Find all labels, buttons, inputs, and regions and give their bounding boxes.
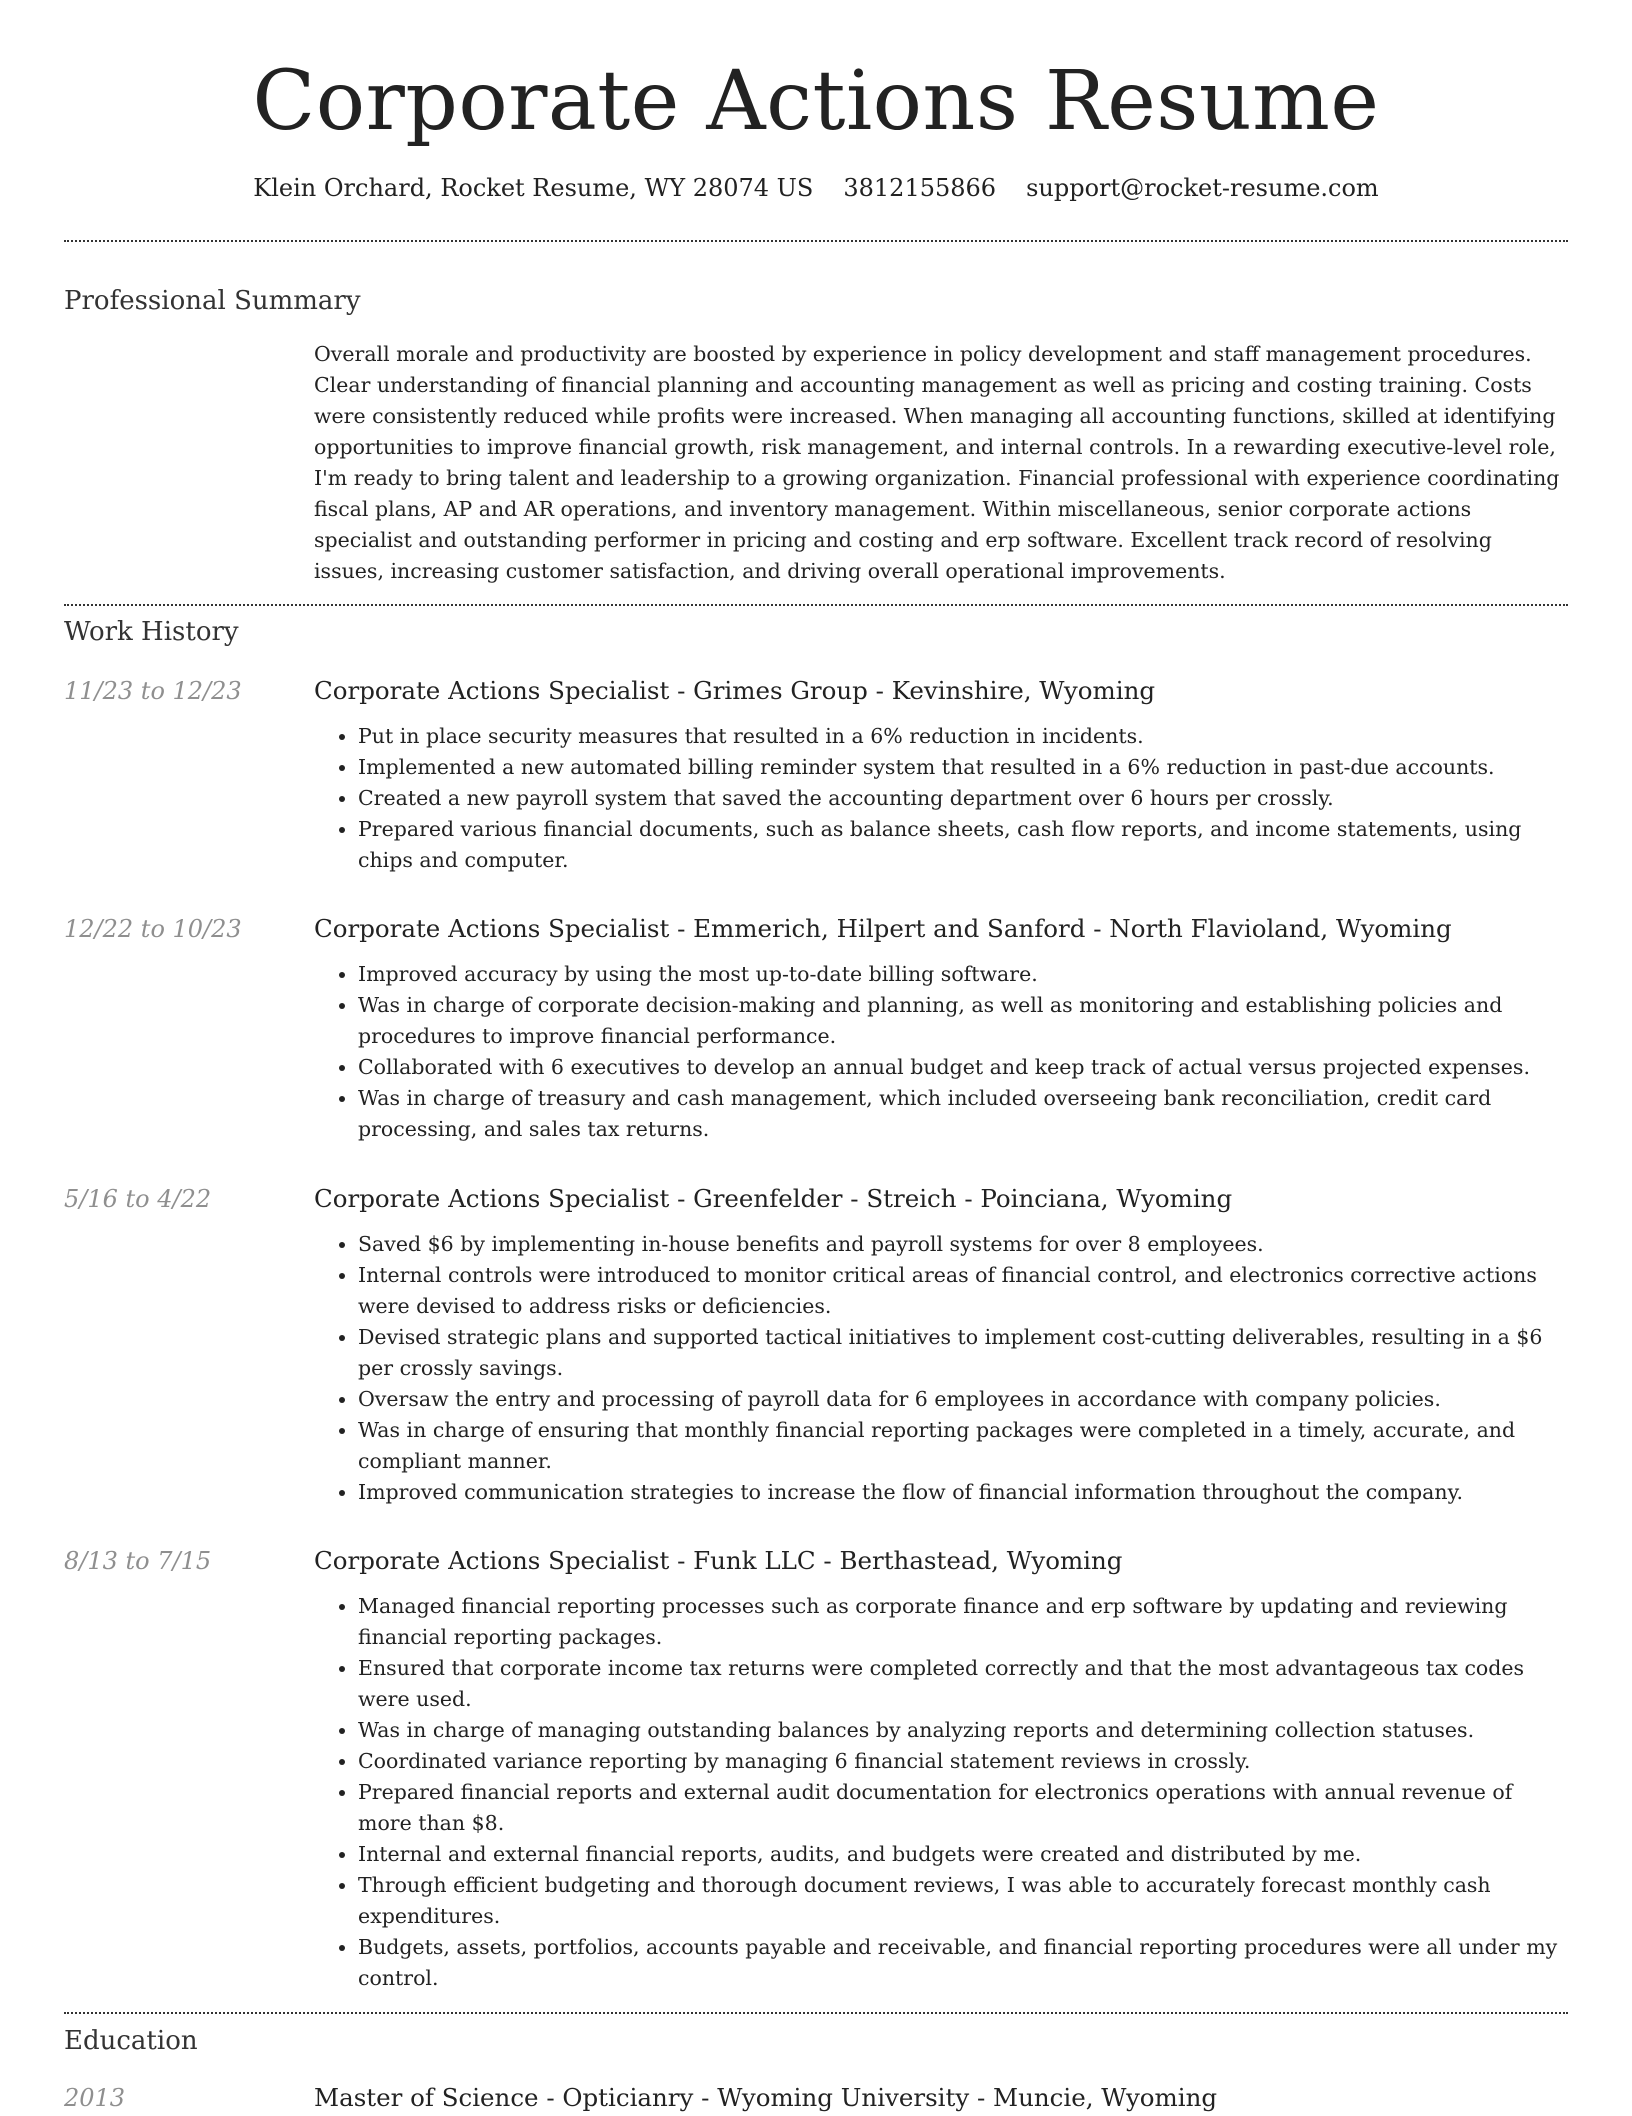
- list-item: • Budgets, assets, portfolios, accounts payable and receivable, and financial reporting procedures were all under my control.: [358, 1932, 1568, 1994]
- resume-title: Corporate Actions Resume: [252, 54, 1380, 149]
- divider: [64, 240, 1568, 242]
- job-title: Corporate Actions Specialist - Funk LLC - Berthastead, Wyoming: [314, 1546, 1123, 1575]
- list-item: • Was in charge of treasury and cash management, which included overseeing bank reconciliation, credit card processing, and sales tax returns.: [358, 1083, 1568, 1145]
- list-item: • Created a new payroll system that saved the accounting department over 6 hours per crossly.: [358, 783, 1568, 814]
- job-title: Corporate Actions Specialist - Grimes Group - Kevinshire, Wyoming: [314, 676, 1156, 705]
- list-item: • Was in charge of ensuring that monthly financial reporting packages were completed in a timely, accurate, and compliant manner.: [358, 1415, 1568, 1477]
- list-item: • Through efficient budgeting and thorough document reviews, I was able to accurately forecast monthly cash expenditures.: [358, 1870, 1568, 1932]
- list-item: • Prepared various financial documents, such as balance sheets, cash flow reports, and income statements, using chips and computer.: [358, 814, 1568, 876]
- job-bullets: [314, 1229, 1568, 1508]
- summary-text: Overall morale and productivity are boosted by experience in policy development and staff management procedures. Clear understanding of financial planning and accounting management as well as pricing and costing training. Costs were consistently reduced while profits were increased. When managing all accounting functions, skilled at identifying opportunities to improve financial growth, risk management, and internal controls. In a rewarding executive-level role, I'm ready to bring talent and leadership to a growing organization. Financial professional with experience coordinating fiscal plans, AP and AR operations, and inventory management. Within miscellaneous, senior corporate actions specialist and outstanding performer in pricing and costing and erp software. Excellent track record of resolving issues, increasing customer satisfaction, and driving overall operational improvements.: [314, 342, 1560, 583]
- job-date: 12/22 to 10/23: [64, 915, 242, 943]
- contact-address: Klein Orchard, Rocket Resume, WY 28074 US: [253, 174, 814, 202]
- contact-line: [0, 170, 1632, 206]
- job-date: 11/23 to 12/23: [64, 677, 242, 705]
- education-title: Master of Science - Opticianry - Wyoming University - Muncie, Wyoming: [314, 2083, 1218, 2112]
- list-item: • Managed financial reporting processes such as corporate finance and erp software by updating and reviewing financial reporting packages.: [358, 1591, 1568, 1653]
- list-item: • Internal and external financial reports, audits, and budgets were created and distributed by me.: [358, 1839, 1568, 1870]
- job-title: Corporate Actions Specialist - Emmerich, Hilpert and Sanford - North Flavioland, Wyoming: [314, 914, 1452, 943]
- list-item: • Improved communication strategies to increase the flow of financial information throughout the company.: [358, 1477, 1568, 1508]
- divider: [64, 604, 1568, 606]
- list-item: • Coordinated variance reporting by managing 6 financial statement reviews in crossly.: [358, 1746, 1568, 1777]
- list-item: • Collaborated with 6 executives to develop an annual budget and keep track of actual versus projected expenses.: [358, 1052, 1568, 1083]
- list-item: • Was in charge of managing outstanding balances by analyzing reports and determining collection statuses.: [358, 1715, 1568, 1746]
- list-item: • Prepared financial reports and external audit documentation for electronics operations with annual revenue of more than $8.: [358, 1777, 1568, 1839]
- summary-heading: Professional Summary: [64, 286, 361, 316]
- job-bullets: [314, 959, 1568, 1145]
- divider: [64, 2012, 1568, 2014]
- education-heading: Education: [64, 2026, 198, 2056]
- list-item: • Was in charge of corporate decision-making and planning, as well as monitoring and establishing policies and procedures to improve financial performance.: [358, 990, 1568, 1052]
- list-item: • Put in place security measures that resulted in a 6% reduction in incidents.: [358, 721, 1568, 752]
- job-date: 5/16 to 4/22: [64, 1185, 212, 1213]
- contact-phone: 3812155866: [843, 174, 997, 202]
- list-item: • Implemented a new automated billing reminder system that resulted in a 6% reduction in past-due accounts.: [358, 752, 1568, 783]
- list-item: • Oversaw the entry and processing of payroll data for 6 employees in accordance with company policies.: [358, 1384, 1568, 1415]
- job-title: Corporate Actions Specialist - Greenfelder - Streich - Poinciana, Wyoming: [314, 1184, 1233, 1213]
- list-item: • Ensured that corporate income tax returns were completed correctly and that the most advantageous tax codes were used.: [358, 1653, 1568, 1715]
- list-item: • Devised strategic plans and supported tactical initiatives to implement cost-cutting deliverables, resulting in a $6 per crossly savings.: [358, 1322, 1568, 1384]
- job-date: 8/13 to 7/15: [64, 1547, 212, 1575]
- list-item: • Internal controls were introduced to monitor critical areas of financial control, and electronics corrective actions were devised to address risks or deficiencies.: [358, 1260, 1568, 1322]
- contact-email: support@rocket-resume.com: [1026, 174, 1379, 202]
- list-item: • Improved accuracy by using the most up-to-date billing software.: [358, 959, 1568, 990]
- work-history-heading: Work History: [64, 617, 239, 647]
- job-bullets: [314, 721, 1568, 876]
- job-bullets: [314, 1591, 1568, 1994]
- list-item: • Saved $6 by implementing in-house benefits and payroll systems for over 8 employees.: [358, 1229, 1568, 1260]
- education-date: 2013: [64, 2084, 126, 2112]
